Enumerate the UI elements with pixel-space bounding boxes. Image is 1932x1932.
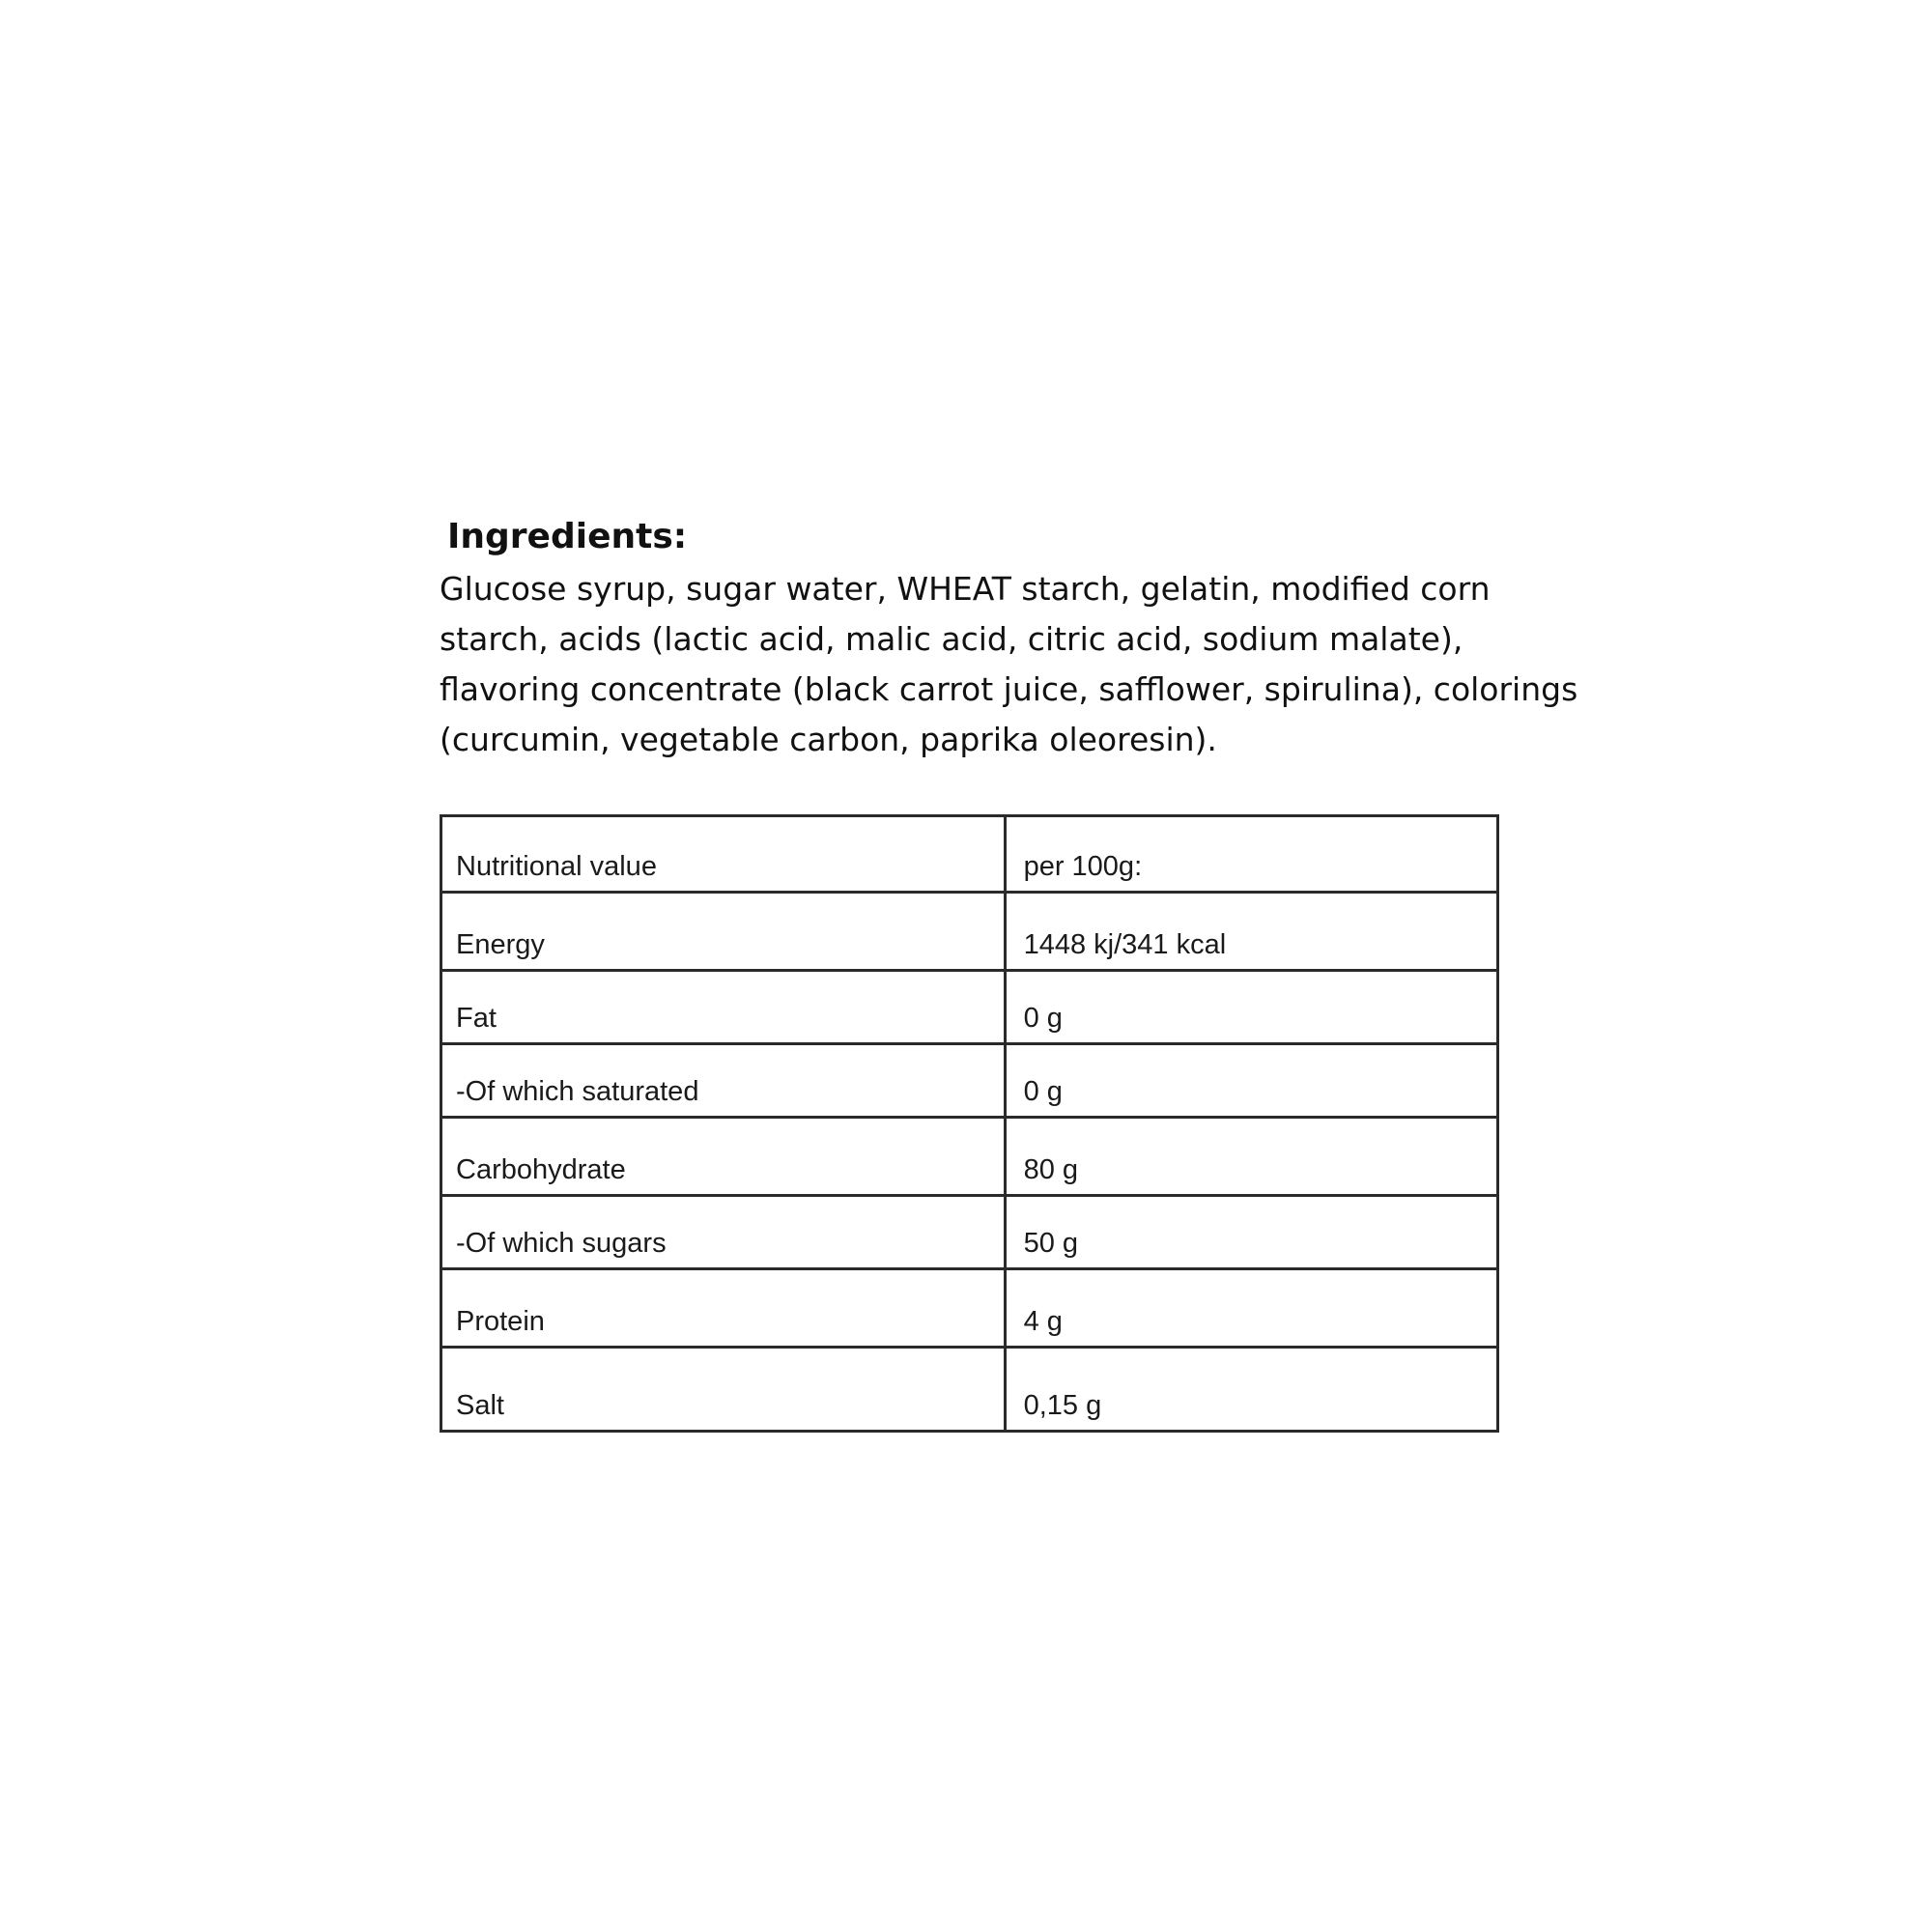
- table-row: [441, 1196, 1498, 1269]
- nutrient-value: 1448 kj/341 kcal: [1005, 893, 1497, 971]
- table-row: [441, 1044, 1498, 1118]
- nutrition-table: [440, 814, 1499, 1433]
- table-row: [441, 1118, 1498, 1196]
- ingredients-heading: Ingredients:: [447, 517, 688, 556]
- header-value-cell: per 100g:: [1005, 816, 1497, 893]
- nutrient-value: 80 g: [1005, 1118, 1497, 1196]
- table-row: [441, 1269, 1498, 1348]
- ingredients-text: [440, 564, 1578, 765]
- nutrient-value: 50 g: [1005, 1196, 1497, 1269]
- nutrient-value: 0,15 g: [1005, 1348, 1497, 1432]
- nutrient-label: -Of which saturated: [441, 1044, 1006, 1118]
- nutrient-label: Energy: [441, 893, 1006, 971]
- nutrient-value: 0 g: [1005, 1044, 1497, 1118]
- table-row: [441, 971, 1498, 1044]
- ingredients-line: (curcumin, vegetable carbon, paprika oleoresin).: [440, 721, 1217, 758]
- ingredients-line: Glucose syrup, sugar water, WHEAT starch, gelatin, modified corn: [440, 570, 1491, 608]
- table-row: [441, 893, 1498, 971]
- nutrient-label: Protein: [441, 1269, 1006, 1348]
- ingredients-section: [440, 510, 1578, 765]
- header-label-cell: Nutritional value: [441, 816, 1006, 893]
- nutrient-value: 0 g: [1005, 971, 1497, 1044]
- nutrient-label: Fat: [441, 971, 1006, 1044]
- nutrient-label: -Of which sugars: [441, 1196, 1006, 1269]
- nutrient-label: Carbohydrate: [441, 1118, 1006, 1196]
- table-header-row: [441, 816, 1498, 893]
- nutrient-label: Salt: [441, 1348, 1006, 1432]
- ingredients-line: starch, acids (lactic acid, malic acid, citric acid, sodium malate),: [440, 620, 1463, 658]
- table-row: [441, 1348, 1498, 1432]
- nutrient-value: 4 g: [1005, 1269, 1497, 1348]
- ingredients-line: flavoring concentrate (black carrot juice, safflower, spirulina), colorings: [440, 670, 1578, 708]
